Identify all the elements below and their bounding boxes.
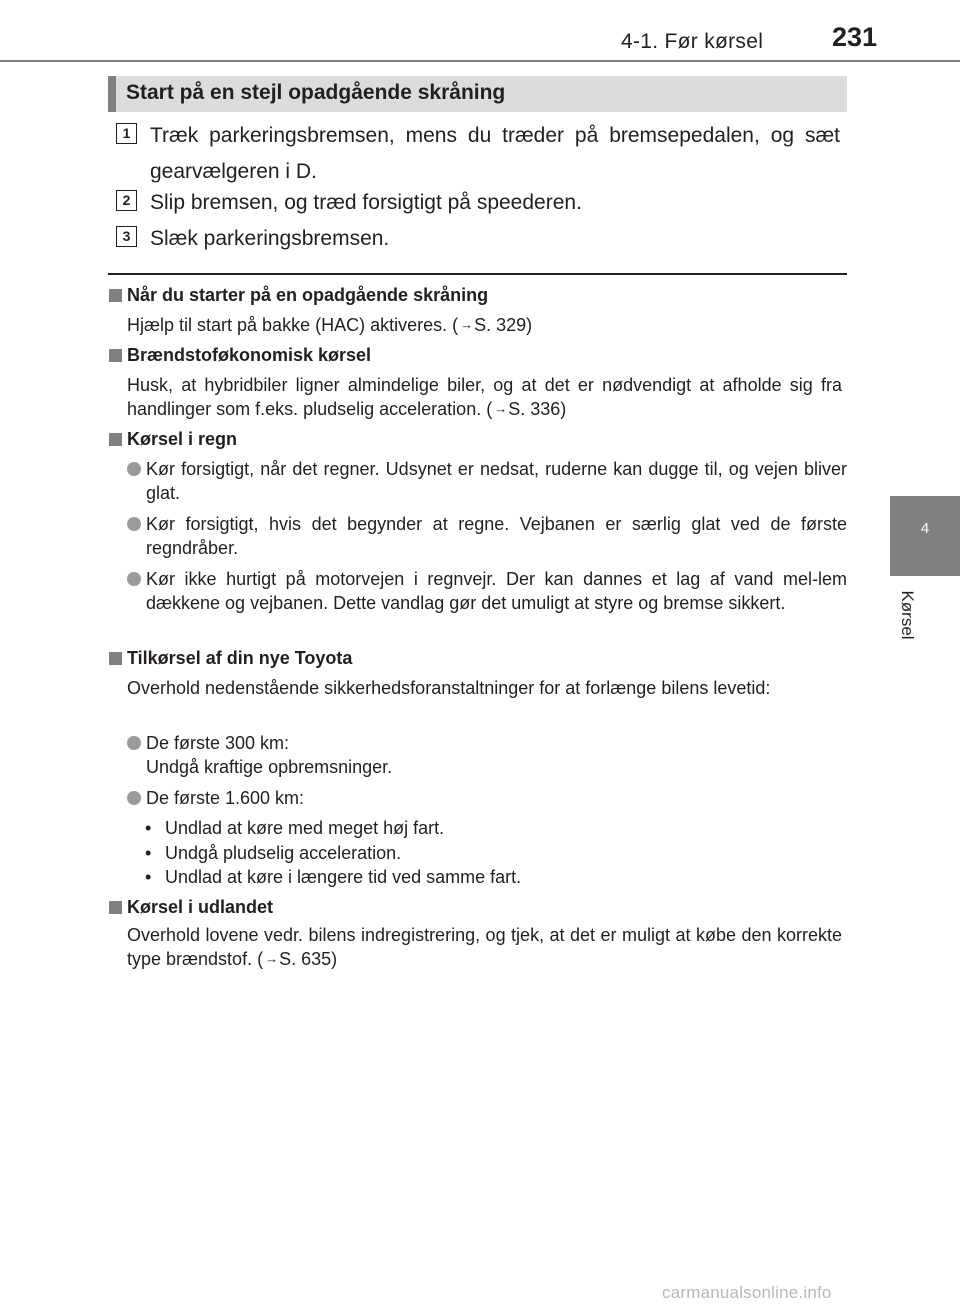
break-in-bullet-2: De første 1.600 km: <box>146 788 305 808</box>
bullet-icon <box>127 791 141 805</box>
note-heading-rain: Kørsel i regn <box>127 429 238 449</box>
rain-bullet-3: Kør ikke hurtigt på motorvejen i regnvejr. Der kan dannes et lag af vand mel-lem dækkene og vejbanen. Dette vandlag gør det umuligt at styre og bremse sikkert. <box>146 569 847 613</box>
note-text-fuel-economy: Husk, at hybridbiler ligner almindelige biler, og at det er nødvendigt at afholde sig fra handlinger som f.eks. pludselig acceleration. ( →S. 336) <box>127 375 842 419</box>
break-in-bullet-1: De første 300 km: Undgå kraftige opbremsninger. <box>146 733 393 777</box>
chapter-label: Kørsel <box>898 590 917 640</box>
note-text-uphill-start: Hjælp til start på bakke (HAC) aktiveres. ( →S. 329) <box>127 315 533 335</box>
watermark: carmanualsonline.info <box>662 1283 832 1302</box>
step-text-2: Slip bremsen, og træd forsigtigt på speederen. <box>150 191 582 214</box>
chapter-number: 4 <box>920 520 930 537</box>
section-divider <box>108 273 847 275</box>
bullet-dot-icon: • <box>145 842 152 863</box>
section-heading-title: Start på en stejl opadgående skråning <box>126 81 506 104</box>
arrow-icon: → <box>494 401 508 416</box>
arrow-icon: → <box>265 951 279 966</box>
header-rule <box>0 60 960 62</box>
note-marker <box>109 433 122 446</box>
note-heading-uphill-start: Når du starter på en opadgående skråning <box>127 285 489 305</box>
rain-bullet-2: Kør forsigtigt, hvis det begynder at regne. Vejbanen er særlig glat ved de første regndråber. <box>146 514 847 558</box>
note-text-break-in: Overhold nedenstående sikkerhedsforanstaltninger for at forlænge bilens levetid: <box>127 678 771 698</box>
header-section-title: 4-1. Før kørsel <box>621 30 764 53</box>
arrow-icon: → <box>460 317 474 332</box>
chapter-tab <box>890 496 960 576</box>
list-item: • Undgå pludselig acceleration. <box>145 841 745 866</box>
bullet-icon <box>127 736 141 750</box>
note-heading-break-in: Tilkørsel af din nye Toyota <box>127 648 353 668</box>
note-marker <box>109 652 122 665</box>
list-item: • Undlad at køre med meget høj fart. <box>145 816 745 841</box>
step-number-3: 3 <box>116 226 137 247</box>
bullet-icon <box>127 462 141 476</box>
step-number-1: 1 <box>116 123 137 144</box>
step-number-2: 2 <box>116 190 137 211</box>
note-text-abroad: Overhold lovene vedr. bilens indregistrering, og tjek, at det er muligt at købe den korrekte type brændstof. ( →S. 635) <box>127 925 842 969</box>
note-marker <box>109 289 122 302</box>
page-number: 231 <box>832 22 878 52</box>
bullet-icon <box>127 572 141 586</box>
section-heading-bar <box>108 76 847 112</box>
note-heading-fuel-economy: Brændstoføkonomisk kørsel <box>127 345 372 365</box>
step-text-3: Slæk parkeringsbremsen. <box>150 227 390 250</box>
note-heading-abroad: Kørsel i udlandet <box>127 897 274 917</box>
note-marker <box>109 349 122 362</box>
bullet-dot-icon: • <box>145 818 152 838</box>
bullet-dot-icon: • <box>145 867 152 887</box>
step-text-1: Træk parkeringsbremsen, mens du træder på bremsepedalen, og sæt gearvælgeren i D. <box>150 124 840 183</box>
list-item: • Undlad at køre i længere tid ved samme fart. <box>145 865 745 890</box>
section-heading-accent <box>108 76 116 112</box>
break-in-sublist <box>145 816 745 890</box>
rain-bullet-1: Kør forsigtigt, når det regner. Udsynet er nedsat, ruderne kan dugge til, og vejen bliver glat. <box>146 459 847 503</box>
bullet-icon <box>127 517 141 531</box>
note-marker <box>109 901 122 914</box>
